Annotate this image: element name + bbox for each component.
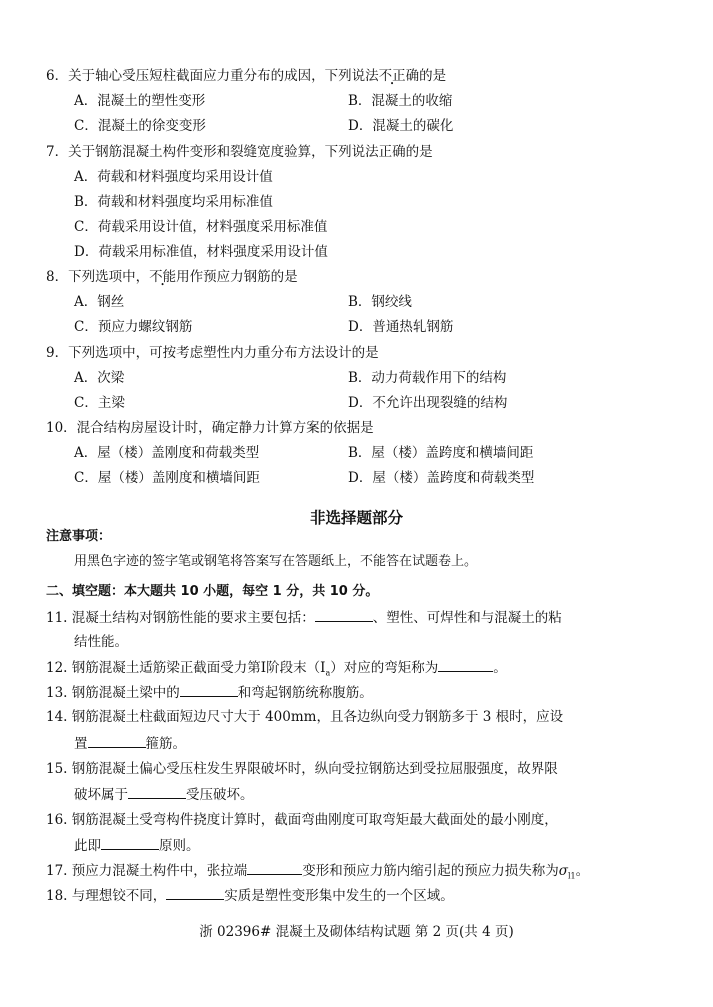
q12-line1: 12. 钢筋混凝土适筋梁正截面受力第Ⅰ阶段末$(I_a)$对应的弯矩称为 。 [46, 660, 507, 678]
q6-option-c: C．混凝土的徐变变形 [74, 118, 206, 134]
section-title: 非选择题部分 [309, 509, 403, 527]
q14-line1: 14. 钢筋混凝土柱截面短边尺寸大于 400mm，且各边纵向受力钢筋多于 3 根时，应设 [46, 709, 564, 725]
q14-line2: 置 箍筋。 [74, 736, 186, 752]
page-footer: 浙 02396# 混凝土及砌体结构试题 第 2 页(共 4 页) [199, 924, 514, 940]
q9-option-d: D．不允许出现裂缝的结构 [348, 395, 508, 411]
q9-option-c: C．主梁 [74, 395, 125, 411]
notice-label: 注意事项： [46, 529, 112, 544]
q9-option-a: A．次梁 [74, 370, 125, 386]
q11-line1: 11. 混凝土结构对钢筋性能的要求主要包括： 、塑性、可焊性和与混凝土的粘 [46, 610, 562, 626]
q6-stem: 6．关于轴心受压短柱截面应力重分布的成因，下列说法不正确的是 [46, 68, 447, 84]
q8-stem: 8．下列选项中，不能用作预应力钢筋的是 [46, 269, 298, 285]
q7-option-d: D．荷载采用标准值，材料强度采用设计值 [74, 244, 328, 260]
q8-option-a: A．钢丝 [74, 294, 125, 310]
q8-option-c: C．预应力螺纹钢筋 [74, 319, 193, 335]
q6-option-d: D．混凝土的碳化 [348, 118, 454, 134]
q10-option-b: B．屋（楼）盖跨度和横墙间距 [348, 445, 534, 461]
q16-line1: 16. 钢筋混凝土受弯构件挠度计算时，截面弯曲刚度可取弯矩最大截面处的最小刚度， [46, 812, 558, 828]
part2-header: 二、填空题：本大题共 10 小题，每空 1 分，共 10 分。 [46, 584, 379, 599]
q10-option-d: D．屋（楼）盖跨度和荷载类型 [348, 470, 535, 486]
q8-option-d: D．普通热轧钢筋 [348, 319, 454, 335]
q7-option-b: B．荷载和材料强度均采用标准值 [74, 194, 273, 210]
q18-line1: 18. 与理想铰不同， 实质是塑性变形集中发生的一个区域。 [46, 888, 454, 904]
q9-option-b: B．动力荷载作用下的结构 [348, 370, 507, 386]
q6-option-a: A．混凝土的塑性变形 [74, 93, 206, 109]
notice-text: 用黑色字迹的签字笔或钢笔将答案写在答题纸上，不能答在试题卷上。 [74, 554, 478, 569]
q10-stem: 10．混合结构房屋设计时，确定静力计算方案的依据是 [46, 420, 374, 436]
q17-line1: 17. 预应力混凝土构件中，张拉端 变形和预应力筋内缩引起的预应力损失称为$\sigma_{l1}$。 [46, 863, 590, 881]
q11-line2: 结性能。 [74, 634, 128, 650]
q13-line1: 13. 钢筋混凝土梁中的 和弯起钢筋统称腹筋。 [46, 685, 373, 701]
q15-line1: 15. 钢筋混凝土偏心受压柱发生界限破坏时，纵向受拉钢筋达到受拉屈服强度，故界限 [46, 761, 558, 777]
q7-option-c: C．荷载采用设计值，材料强度采用标准值 [74, 219, 328, 235]
q8-option-b: B．钢绞线 [348, 294, 412, 310]
q15-line2: 破坏属于 受压破坏。 [74, 787, 254, 803]
q9-stem: 9．下列选项中，可按考虑塑性内力重分布方法设计的是 [46, 345, 379, 361]
q10-option-c: C．屋（楼）盖刚度和横墙间距 [74, 470, 260, 486]
q7-stem: 7．关于钢筋混凝土构件变形和裂缝宽度验算，下列说法正确的是 [46, 144, 433, 160]
q10-option-a: A．屋（楼）盖刚度和荷载类型 [74, 445, 260, 461]
q6-option-b: B．混凝土的收缩 [348, 93, 453, 109]
q7-option-a: A．荷载和材料强度均采用设计值 [74, 169, 273, 185]
q16-line2: 此即 原则。 [74, 838, 200, 854]
